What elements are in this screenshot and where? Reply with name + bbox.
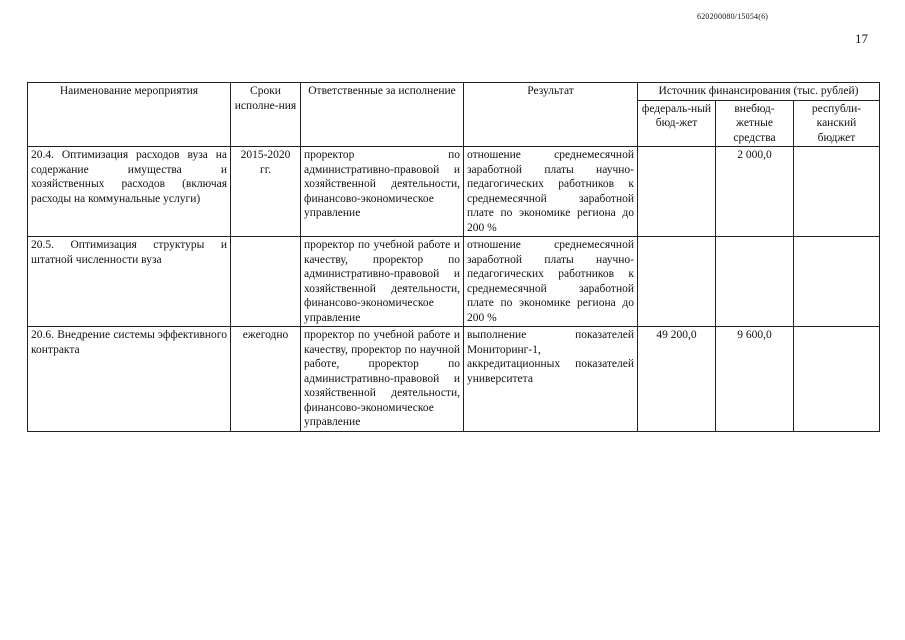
cell-extrabudget: 9 600,0 <box>716 327 794 432</box>
cell-responsible: проректор по административно-правовой и хозяйственной деятельности, финансово-экономическое управление <box>301 147 464 237</box>
col-header-federal: федераль-ный бюд-жет <box>638 100 716 147</box>
cell-federal <box>638 147 716 237</box>
col-header-republic: республи-канский бюджет <box>794 100 880 147</box>
cell-term: ежегодно <box>231 327 301 432</box>
cell-result: выполнение показателей Мониторинг-1, аккредитационных показателей университета <box>464 327 638 432</box>
col-header-term: Сроки исполне-ния <box>231 83 301 147</box>
cell-name: 20.6. Внедрение системы эффективного контракта <box>28 327 231 432</box>
cell-federal: 49 200,0 <box>638 327 716 432</box>
cell-name: 20.5. Оптимизация структуры и штатной численности вуза <box>28 237 231 327</box>
col-header-name: Наименование мероприятия <box>28 83 231 147</box>
table-row <box>28 237 880 327</box>
table-row <box>28 147 880 237</box>
cell-responsible: проректор по учебной работе и качеству, проректор по административно-правовой и хозяйственной деятельности, финансово-экономическое управление <box>301 237 464 327</box>
cell-republic <box>794 237 880 327</box>
cell-republic <box>794 147 880 237</box>
cell-term: 2015-2020 гг. <box>231 147 301 237</box>
measures-table <box>27 82 880 432</box>
table-row <box>28 327 880 432</box>
cell-extrabudget: 2 000,0 <box>716 147 794 237</box>
col-header-result: Результат <box>464 83 638 147</box>
page-number: 17 <box>855 31 868 46</box>
cell-federal <box>638 237 716 327</box>
cell-extrabudget <box>716 237 794 327</box>
cell-republic <box>794 327 880 432</box>
document-code: 620200080/15054(6) <box>697 12 769 21</box>
cell-name: 20.4. Оптимизация расходов вуза на содержание имущества и хозяйственных расходов (включая расходы на коммунальные услуги) <box>28 147 231 237</box>
table-header-row <box>28 83 880 101</box>
col-header-funding: Источник финансирования (тыс. рублей) <box>638 83 880 101</box>
col-header-responsible: Ответственные за исполнение <box>301 83 464 147</box>
col-header-extrabudget: внебюд-жетные средства <box>716 100 794 147</box>
cell-result: отношение среднемесячной заработной платы научно-педагогических работников к среднемесячной заработной плате по экономике региона до 200 % <box>464 147 638 237</box>
cell-responsible: проректор по учебной работе и качеству, проректор по научной работе, проректор по административно-правовой и хозяйственной деятельности, финансово-экономическое управление <box>301 327 464 432</box>
cell-term <box>231 237 301 327</box>
cell-result: отношение среднемесячной заработной платы научно-педагогических работников к среднемесячной заработной плате по экономике региона до 200 % <box>464 237 638 327</box>
